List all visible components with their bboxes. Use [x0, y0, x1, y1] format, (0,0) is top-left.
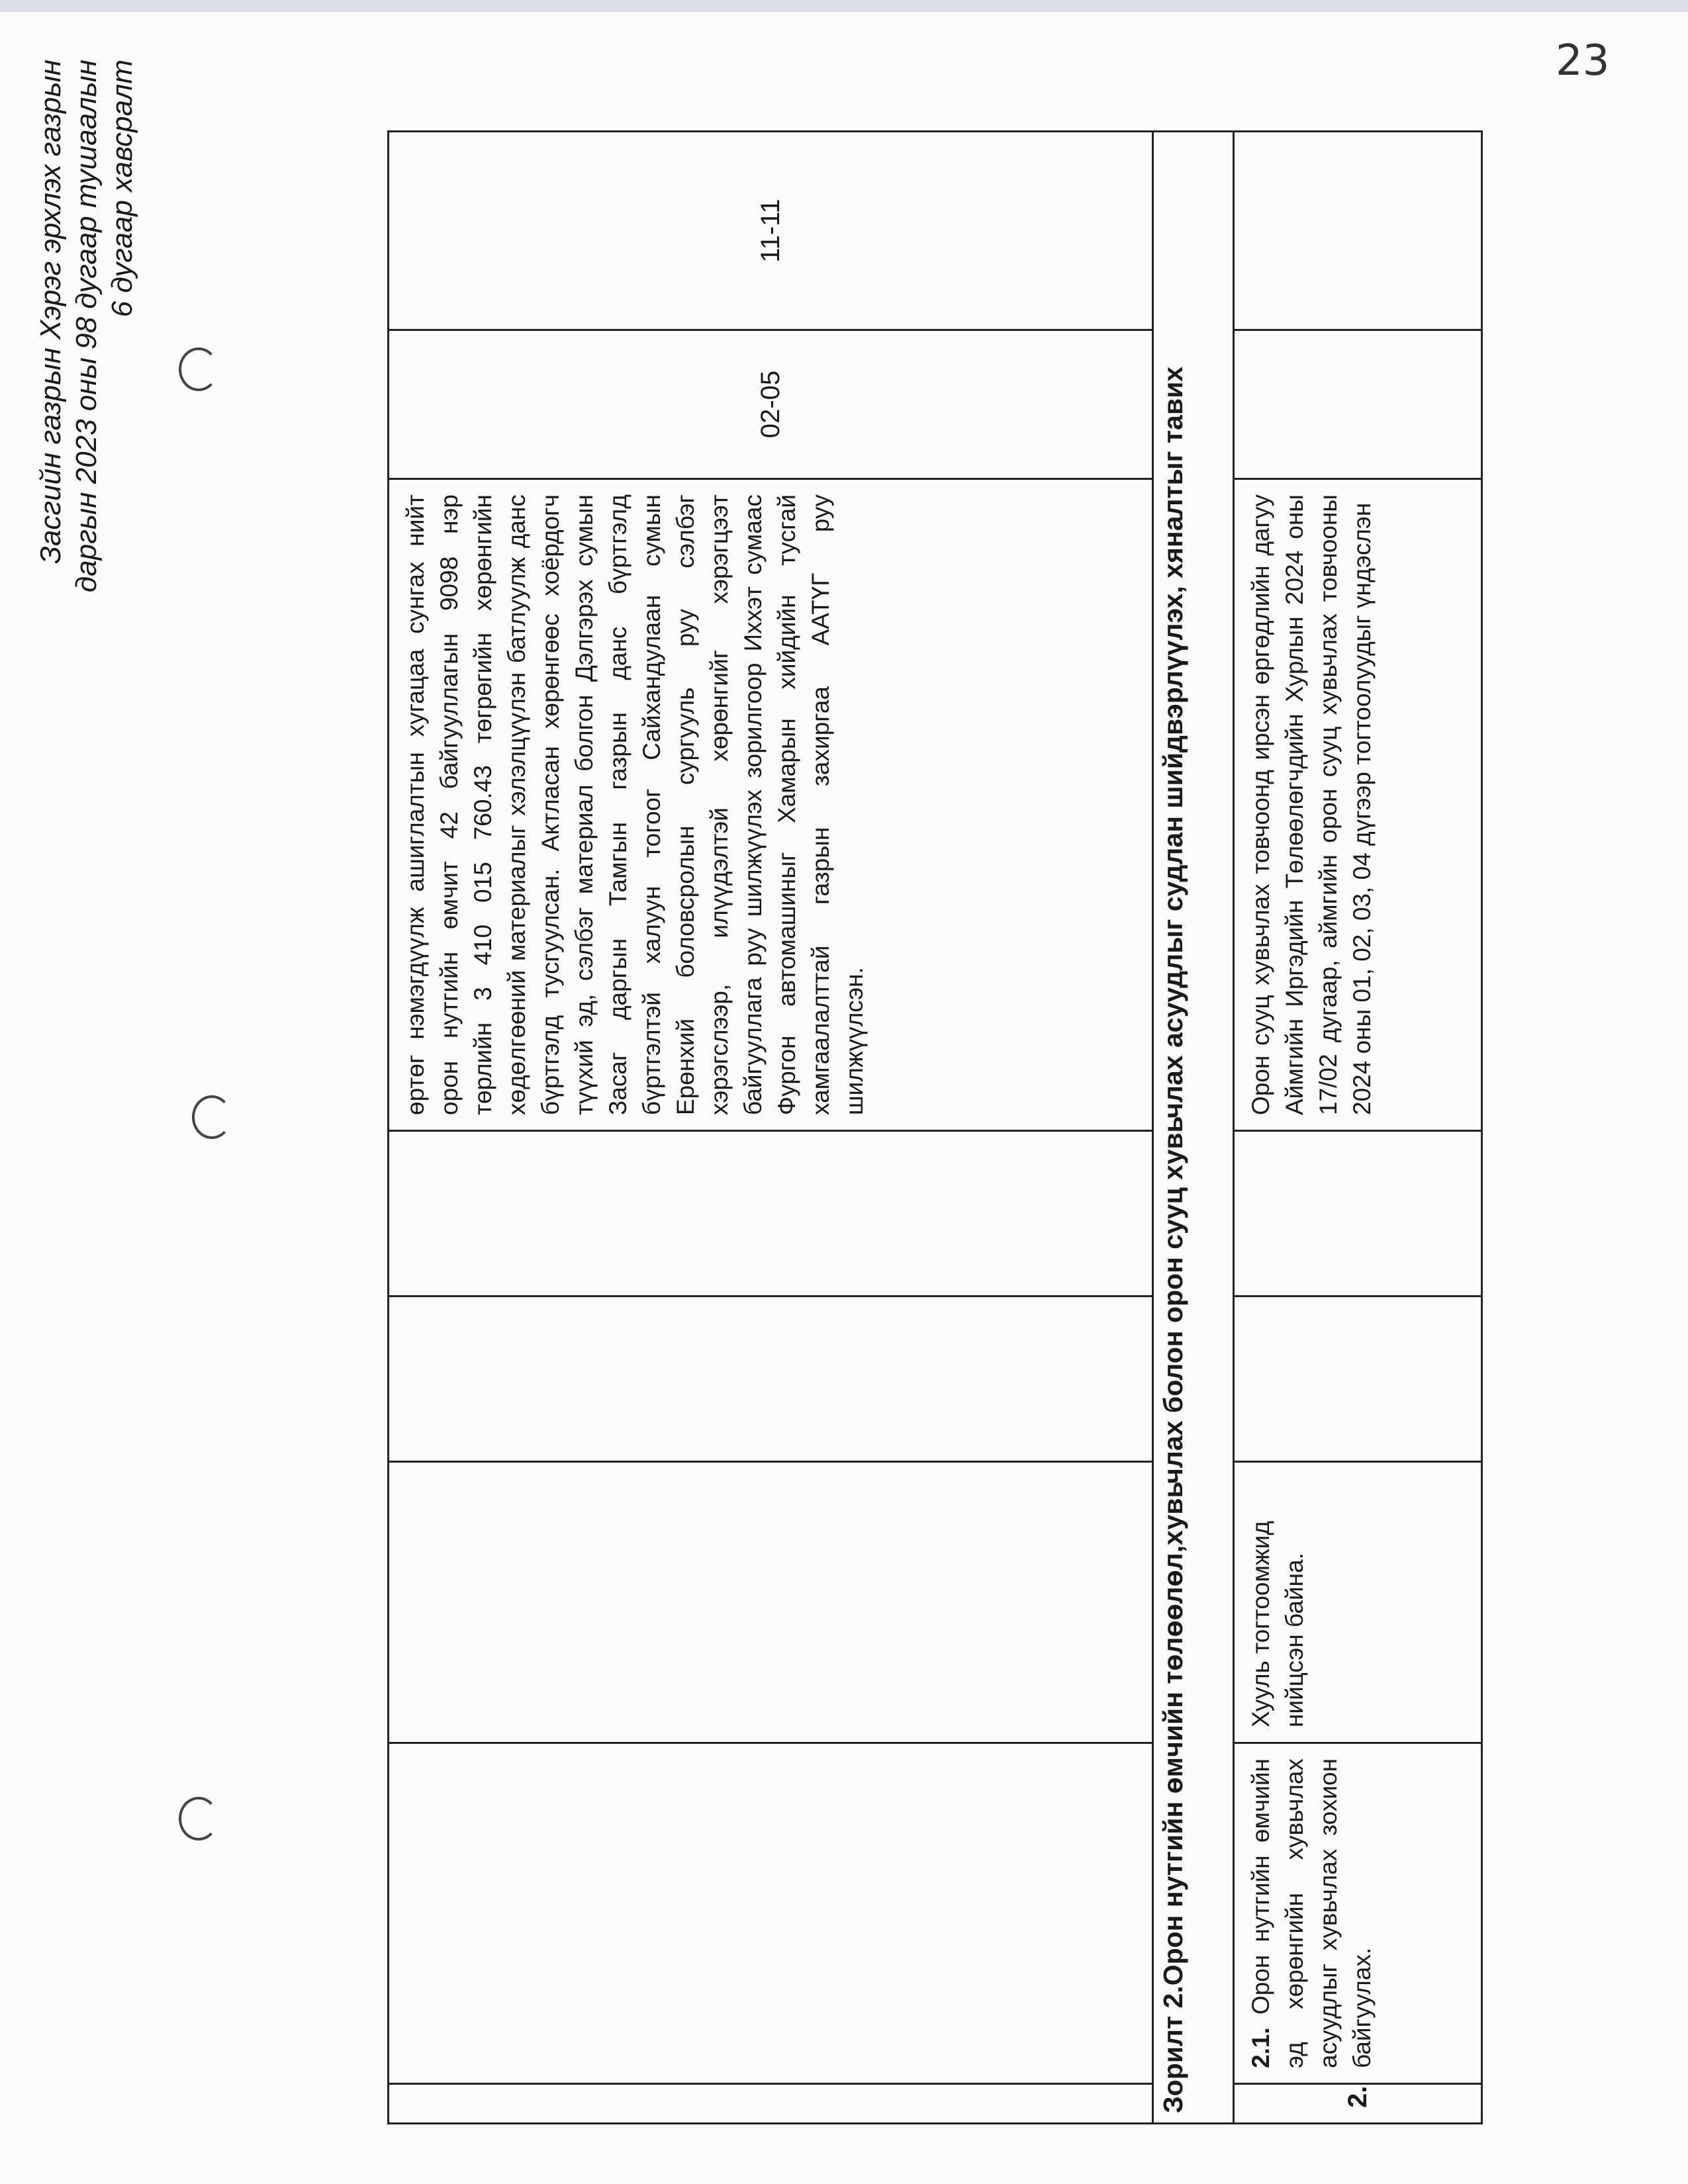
header-line-2: даргын 2023 оны 98 дугаар тушаалын	[70, 60, 103, 593]
table-cell	[389, 1462, 1153, 1743]
table-cell	[389, 1297, 1153, 1462]
table-cell	[1234, 1297, 1482, 1462]
row2-description: Орон сууц хувьчлах товчоонд ирсэн өргөдлийн дагуу Аймгийн Иргэдийн Төлөөлөгчдийн Хурлын 2024 оны 17/02 дугаар, аймгийн орон сууц хувьчлах товчооны 2024 оны 01, 02, 03, 04 дүгээр тогтоолуудыг үндэслэн	[1234, 479, 1482, 1131]
table-cell	[389, 1743, 1153, 2084]
table-cell	[389, 1131, 1153, 1297]
row1-code-b: 11-11	[389, 132, 1153, 330]
table-cell	[389, 2084, 1153, 2124]
header-line-1: Засгийн газрын Хэрэг эрхлэх газрын	[34, 60, 67, 565]
row2-item	[1234, 1743, 1482, 2084]
row2-requirement: Хууль тогтоомжид нийцсэн байна.	[1234, 1462, 1482, 1743]
row2-item-number: 2.1.	[1247, 2027, 1274, 2068]
table-cell	[1234, 330, 1482, 479]
table-cell	[1234, 132, 1482, 330]
goal-row	[1153, 132, 1234, 2124]
report-table	[387, 130, 1483, 2124]
header-line-3: 6 дугаар хавсралт	[106, 60, 138, 318]
row2-item-text: Орон нутгийн өмчийн эд хөрөнгийн хувьчлах асуудлыг хувьчлах зохион байгуулах.	[1247, 1758, 1376, 2068]
scan-edge	[0, 0, 1688, 12]
goal-2-heading: Зорилт 2.Орон нутгийн өмчийн төлөөлөл,хувьчлах болон орон сууц хувьчлах асуудлыг судлан шийдвэрлүүлэх, хяналтыг тавих	[1153, 132, 1234, 2124]
table-row	[389, 132, 1153, 2124]
attachment-header	[33, 60, 140, 721]
table-cell	[1234, 1131, 1482, 1297]
row1-description: өртөг нэмэгдүүлж ашиглалтын хугацаа сунгах нийт орон нутгийн өмчит 42 байгууллагын 9098 нэр төрлийн 3 410 015 760.43 төгрөгийн хөрөнгийн хөдөлгөөний материалыг хэлэлцүүлэн батлуулж данс бүртгэлд тусгуулсан. Актласан хөрөнгөөс хоёрдогч түүхий эд, сэлбэг материал болгон Дэлгэрэх сумын Засаг даргын Тамгын газрын данс бүртгэлд бүртгэлтэй халуун тогоог Сайхандулаан сумын Ерөнхий боловсролын сургууль руу сэлбэг хэрэгслээр, илүүдэлтэй хөрөнгийг хэрэгцээт байгууллага руу шилжүүлэх зорилгоор Иххэт сумаас Фургон автомашиныг Хамарын хийдийн тусгай хамгаалалттай газрын захиргаа ААТҮГ руу шилжүүлсэн.	[389, 479, 1153, 1131]
row1-code-a: 02-05	[389, 330, 1153, 479]
rotated-page	[13, 53, 1376, 2144]
handwritten-page-number: 23	[1556, 36, 1610, 85]
table-row	[1234, 132, 1482, 2124]
row2-number: 2.	[1234, 2084, 1482, 2124]
